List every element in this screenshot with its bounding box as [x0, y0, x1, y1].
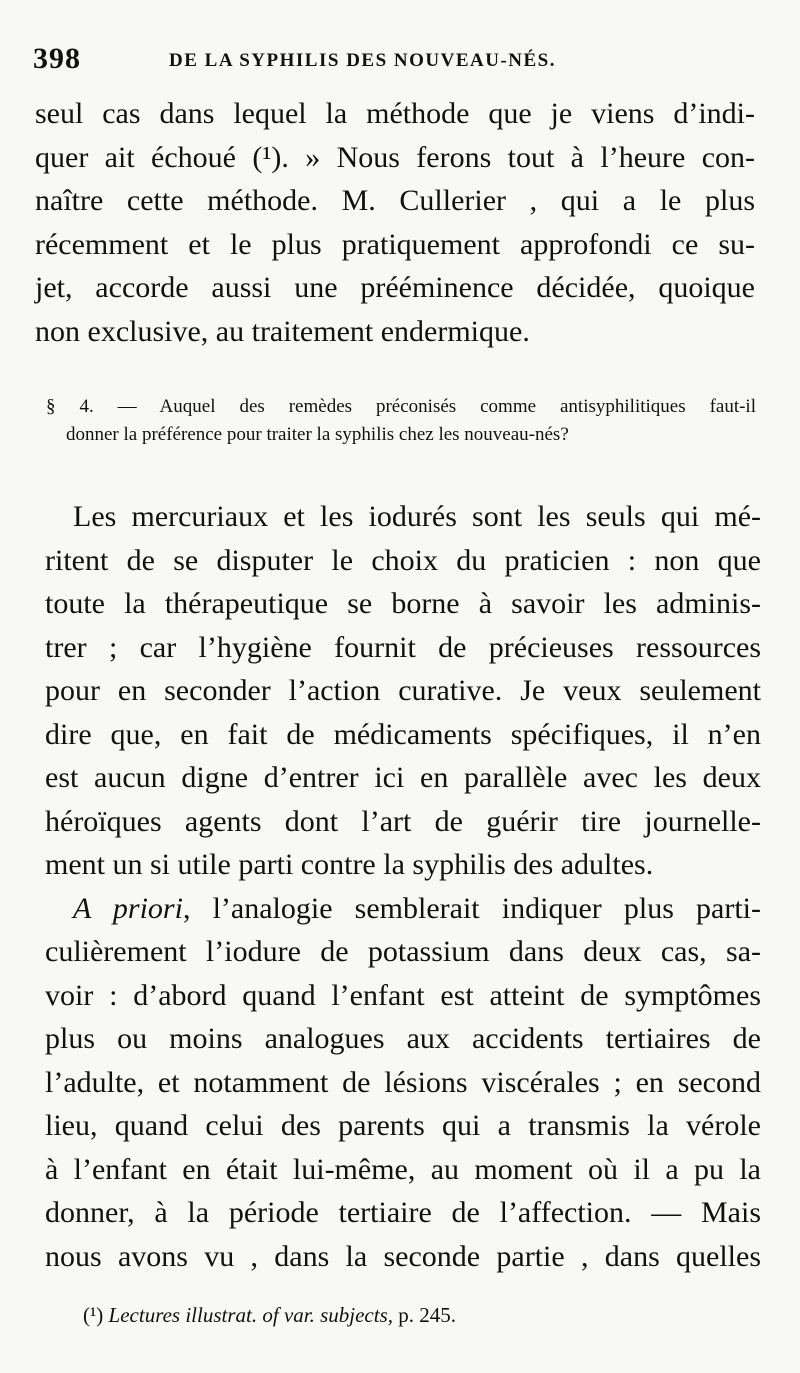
text-line: voir : d’abord quand l’enfant est atteint de symptômes	[45, 978, 761, 1012]
text-line: pour en seconder l’action curative. Je veux seulement	[45, 674, 761, 707]
footnote	[83, 1303, 456, 1328]
text-line: est aucun digne d’entrer ici en parallèle avec les deux	[45, 761, 761, 794]
text-line: nous avons vu , dans la seconde partie , dans quelles	[45, 1239, 761, 1273]
footnote-marker: (¹)	[83, 1303, 104, 1327]
text-line: quer ait échoué (¹). » Nous ferons tout à l’heure con-	[35, 140, 755, 174]
text-line: dire que, en fait de médicaments spécifiques, il n’en	[45, 717, 761, 751]
text-line: seul cas dans lequel la méthode que je viens d’indi-	[35, 97, 755, 130]
section-heading	[46, 393, 756, 449]
page-number: 398	[33, 42, 81, 75]
text-line: toute la thérapeutique se borne à savoir les adminis-	[45, 587, 761, 620]
footnote-page-ref: p. 245.	[393, 1303, 457, 1327]
section-heading-line: § 4. — Auquel des remèdes préconisés comme antisyphilitiques faut-il	[46, 396, 756, 417]
footnote-title: Lectures illustrat. of var. subjects,	[108, 1303, 394, 1327]
text-line: à l’enfant en était lui-même, au moment où il a pu la	[45, 1152, 761, 1186]
text-line: naître cette méthode. M. Cullerier , qui a le plus	[35, 184, 755, 217]
text-line: l’adulte, et notamment de lésions viscérales ; en second	[45, 1065, 761, 1099]
text-line: lieu, quand celui des parents qui a transmis la vérole	[45, 1109, 761, 1142]
text-line: plus ou moins analogues aux accidents tertiaires de	[45, 1022, 761, 1055]
text-line: donner, à la période tertiaire de l’affection. — Mais	[45, 1196, 761, 1229]
text-line	[45, 887, 761, 931]
paragraph-2	[45, 495, 761, 1278]
text-line: récemment et le plus pratiquement approfondi ce su-	[35, 227, 755, 261]
text-line: culièrement l’iodure de potassium dans deux cas, sa-	[45, 935, 761, 968]
text-line: ritent de se disputer le choix du praticien : non que	[45, 543, 761, 577]
text-line: Les mercuriaux et les iodurés sont les seuls qui mé-	[73, 500, 761, 533]
text-line: héroïques agents dont l’art de guérir tire journelle-	[45, 804, 761, 838]
text-line: trer ; car l’hygiène fournit de précieuses ressources	[45, 630, 761, 664]
paragraph-1	[35, 92, 755, 353]
text-line: jet, accorde aussi une prééminence décidée, quoique	[35, 271, 755, 304]
text-line: non exclusive, au traitement endermique.	[35, 314, 530, 348]
text-fragment: , l’analogie semblerait indiquer plus parti-	[182, 891, 761, 925]
section-heading-line: donner la préférence pour traiter la syphilis chez les nouveau-nés?	[66, 424, 569, 445]
running-head: DE LA SYPHILIS DES NOUVEAU-NÉS.	[169, 50, 556, 71]
italic-phrase: A priori	[73, 891, 183, 925]
text-line: ment un si utile parti contre la syphilis des adultes.	[45, 848, 654, 881]
page-header	[33, 42, 753, 82]
